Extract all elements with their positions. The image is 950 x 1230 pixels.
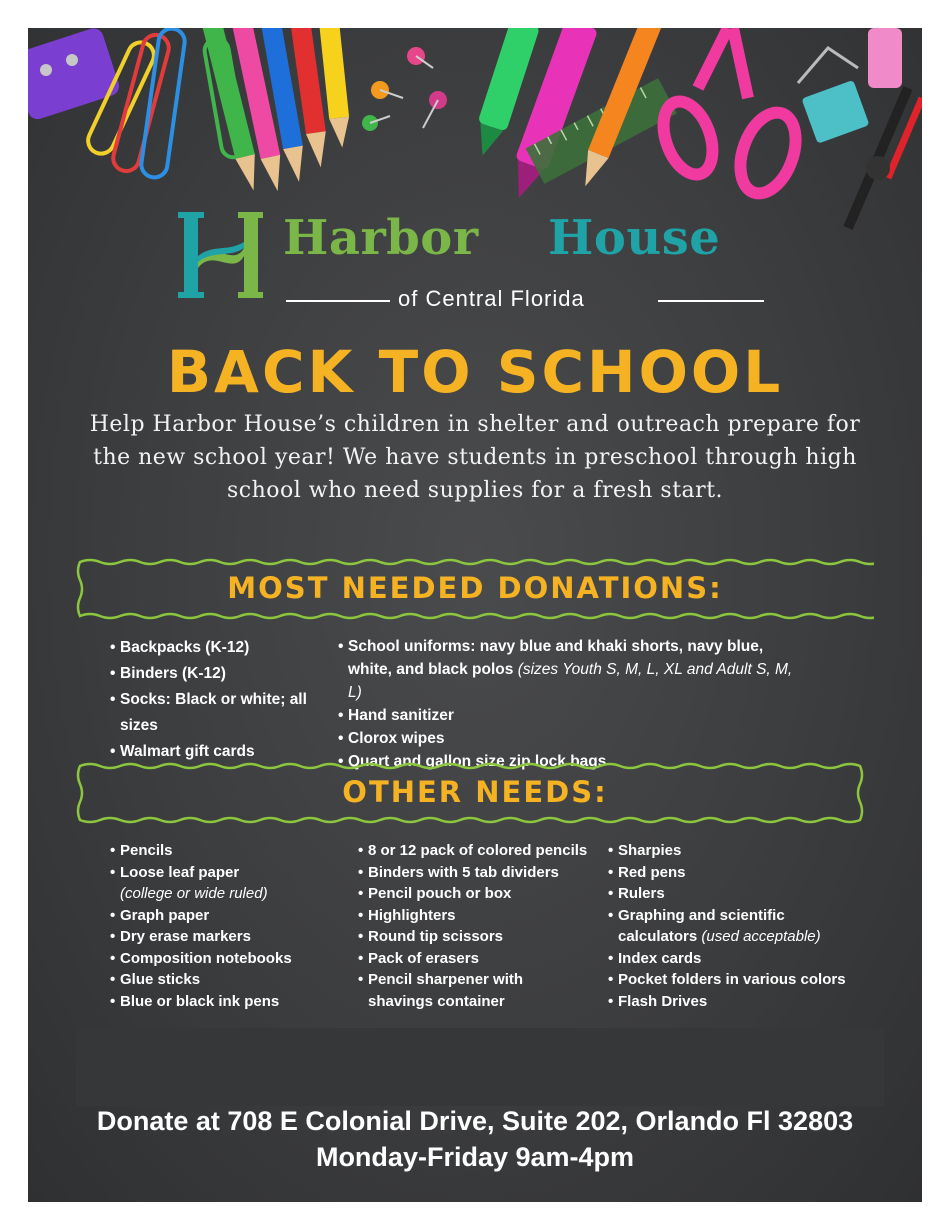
list-item: • Flash Drives	[608, 991, 858, 1013]
list-item: • Pencils	[110, 840, 350, 862]
list-item: • Binders (K-12)	[110, 661, 340, 687]
most-needed-list-right	[338, 635, 798, 773]
footer-panel	[76, 1028, 884, 1106]
logo-rule-right	[658, 300, 764, 302]
list-item: • Dry erase markers	[110, 926, 350, 948]
school-supplies-illustration	[28, 28, 922, 238]
list-item: • Quart and gallon size zip lock bags	[338, 750, 798, 773]
calculators-text: Graphing and scientific calculators	[618, 906, 785, 945]
scissors-icon	[654, 28, 806, 201]
markers-icon	[468, 28, 598, 204]
logo-rule-left	[286, 300, 390, 302]
most-needed-list-left	[110, 635, 340, 765]
other-needs-col2	[358, 840, 598, 1012]
list-item: • Backpacks (K-12)	[110, 635, 340, 661]
list-item	[110, 862, 350, 905]
harbor-house-h-icon	[178, 208, 263, 303]
other-needs-col3	[608, 840, 858, 1012]
list-item: • Round tip scissors	[358, 926, 598, 948]
list-item	[338, 635, 798, 704]
chalkboard-flyer	[28, 28, 922, 1202]
loose-leaf-text: Loose leaf paper	[120, 863, 240, 881]
logo-subtitle: of Central Florida	[398, 286, 585, 311]
list-item: • Composition notebooks	[110, 948, 350, 970]
list-item: • Highlighters	[358, 905, 598, 927]
list-item: • Binders with 5 tab dividers	[358, 862, 598, 884]
other-needs-banner	[76, 762, 874, 824]
footer-hours: Monday-Friday 9am-4pm	[315, 1142, 635, 1172]
list-item: • Graph paper	[110, 905, 350, 927]
logo-word-harbor: Harbor	[283, 210, 479, 266]
other-needs-col1	[110, 840, 350, 1012]
footer-address: Donate at 708 E Colonial Drive, Suite 202, Orlando Fl 32803	[96, 1106, 854, 1136]
list-item: • Red pens	[608, 862, 858, 884]
list-item: • Clorox wipes	[338, 727, 798, 750]
list-item: • Pocket folders in various colors	[608, 969, 858, 991]
list-item: • Pencil pouch or box	[358, 883, 598, 905]
harbor-house-logo	[178, 208, 778, 328]
intro-text: Help Harbor House’s children in shelter and outreach prepare for the new school year! We have students in preschool through high school who need supplies for a fresh start.	[89, 412, 861, 503]
list-item: • 8 or 12 pack of colored pencils	[358, 840, 598, 862]
most-needed-heading: MOST NEEDED DONATIONS:	[227, 571, 723, 605]
list-item: • Rulers	[608, 883, 858, 905]
list-item: • Blue or black ink pens	[110, 991, 350, 1013]
list-item: • Walmart gift cards	[110, 739, 340, 765]
calculators-note: (used acceptable)	[701, 928, 821, 945]
page-title: BACK TO SCHOOL	[166, 338, 784, 406]
binder-clip-icon	[798, 48, 870, 144]
eraser-icon	[868, 28, 902, 88]
uniforms-text: School uniforms: navy blue and khaki shorts, navy blue, white, and black polos	[348, 638, 764, 678]
logo-subtitle-row	[286, 286, 766, 316]
list-item: • Glue sticks	[110, 969, 350, 991]
list-item	[608, 905, 833, 948]
pencil-sharpener-icon	[28, 28, 122, 122]
most-needed-banner	[76, 558, 874, 620]
list-item: • Pencil sharpener with shavings container	[358, 969, 543, 1012]
loose-leaf-note: (college or wide ruled)	[120, 885, 268, 902]
list-item: • Hand sanitizer	[338, 704, 798, 727]
uniforms-note: (sizes Youth S, M, L, XL and Adult S, M, L)	[348, 661, 793, 701]
colored-pencils-icon	[199, 28, 352, 193]
push-pins-icon	[362, 47, 447, 131]
list-item: • Index cards	[608, 948, 858, 970]
logo-word-house: House	[548, 210, 721, 266]
list-item: • Socks: Black or white; all sizes	[110, 687, 340, 739]
other-needs-heading: OTHER NEEDS:	[342, 775, 608, 809]
list-item: • Pack of erasers	[358, 948, 598, 970]
list-item: • Sharpies	[608, 840, 858, 862]
